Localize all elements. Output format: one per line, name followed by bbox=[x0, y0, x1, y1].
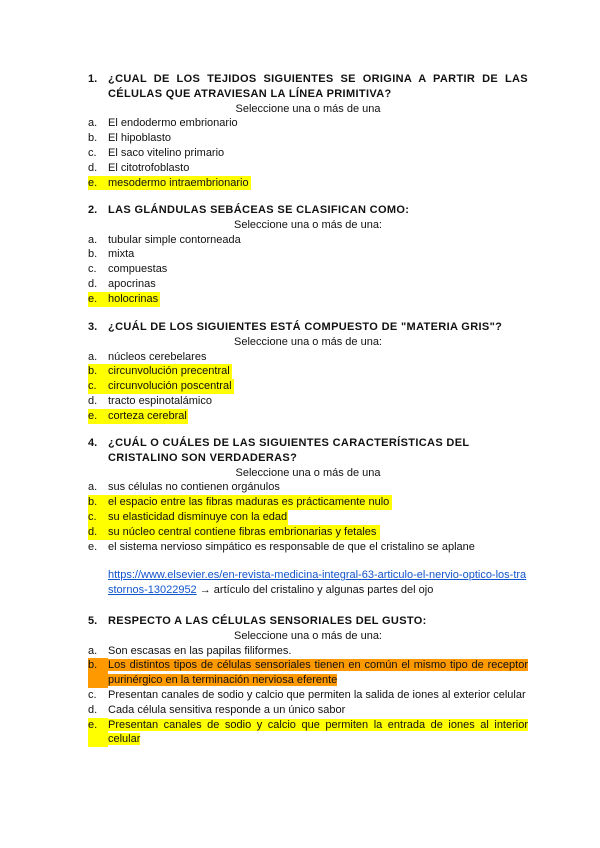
option-letter: d. bbox=[88, 277, 98, 290]
option-letter: a. bbox=[88, 644, 98, 657]
question-header bbox=[88, 614, 528, 629]
options-list bbox=[88, 350, 528, 424]
option-text-highlighted-orange bbox=[108, 658, 528, 688]
option-text: sus células no contienen orgánulos bbox=[108, 481, 280, 494]
option-letter: a. bbox=[88, 117, 98, 130]
option-text: el sistema nervioso simpático es responsable de que el cristalino se aplane bbox=[108, 540, 475, 553]
option-letter: d. bbox=[88, 161, 98, 174]
option-a bbox=[88, 116, 528, 131]
option-d bbox=[88, 525, 380, 540]
option-e bbox=[88, 718, 528, 748]
question-header bbox=[88, 436, 528, 466]
option-text: apocrinas bbox=[108, 277, 156, 290]
question-3 bbox=[88, 320, 528, 424]
orange-highlight: Los distintos tipos de células sensoriales tienen en común el mismo tipo de receptor purinérgico en la terminación nerviosa eferente bbox=[108, 659, 528, 687]
option-letter: d. bbox=[88, 525, 108, 540]
question-instruction: Seleccione una o más de una bbox=[235, 102, 381, 115]
option-letter: e. bbox=[88, 409, 108, 424]
option-letter: c. bbox=[88, 379, 108, 394]
options-list bbox=[88, 116, 528, 190]
option-d bbox=[88, 161, 528, 176]
question-header bbox=[88, 203, 528, 218]
question-number: 4. bbox=[88, 437, 98, 449]
question-5 bbox=[88, 614, 528, 747]
option-text: El citotrofoblasto bbox=[108, 161, 190, 174]
option-c bbox=[88, 510, 288, 525]
option-a bbox=[88, 233, 528, 248]
option-text-highlighted: el espacio entre las fibras maduras es prácticamente nulo bbox=[108, 495, 392, 510]
option-text-highlighted: circunvolución poscentral bbox=[108, 379, 234, 394]
question-instruction: Seleccione una o más de una: bbox=[234, 629, 382, 642]
option-letter: c. bbox=[88, 688, 97, 701]
reference-note bbox=[88, 568, 528, 598]
option-letter: a. bbox=[88, 350, 98, 363]
option-e bbox=[88, 540, 528, 555]
option-letter: b. bbox=[88, 364, 108, 379]
option-e bbox=[88, 409, 188, 424]
option-text: Presentan canales de sodio y calcio que permiten la salida de iones al exterior celular bbox=[108, 688, 526, 701]
option-c bbox=[88, 379, 234, 394]
option-text: El hipoblasto bbox=[108, 132, 171, 145]
option-text-highlighted: su núcleo central contiene fibras embrionarias y fetales bbox=[108, 525, 380, 540]
option-letter: b. bbox=[88, 132, 98, 145]
question-instruction: Seleccione una o más de una: bbox=[234, 335, 382, 348]
question-number: 5. bbox=[88, 615, 98, 627]
option-letter: c. bbox=[88, 263, 97, 276]
option-d bbox=[88, 394, 528, 409]
yellow-highlight: Presentan canales de sodio y calcio que permiten la entrada de iones al interior celular bbox=[108, 718, 528, 746]
question-4 bbox=[88, 436, 528, 598]
option-letter: b. bbox=[88, 658, 108, 688]
option-text-highlighted: su elasticidad disminuye con la edad bbox=[108, 510, 288, 523]
option-letter: d. bbox=[88, 394, 98, 407]
question-instruction: Seleccione una o más de una bbox=[235, 466, 381, 479]
question-text: ¿CUÁL DE LOS SIGUIENTES ESTÁ COMPUESTO DE "MATERIA GRIS"? bbox=[108, 321, 503, 333]
option-c bbox=[88, 262, 528, 277]
question-instruction: Seleccione una o más de una: bbox=[234, 218, 382, 231]
options-list bbox=[88, 644, 528, 748]
reference-link[interactable]: https://www.elsevier.es/en-revista-medicina-integral-63-articulo-el-nervio-optico-los-trastornos-13022952 bbox=[108, 569, 527, 597]
option-text-highlighted: circunvolución precentral bbox=[108, 364, 232, 379]
option-text: Son escasas en las papilas filiformes. bbox=[108, 644, 292, 657]
option-text: tracto espinotalámico bbox=[108, 394, 212, 407]
option-text: tubular simple contorneada bbox=[108, 233, 241, 246]
option-text: compuestas bbox=[108, 263, 168, 276]
option-e bbox=[88, 176, 251, 191]
option-text: El saco vitelino primario bbox=[108, 146, 225, 159]
option-text-highlighted bbox=[108, 718, 528, 748]
option-letter: a. bbox=[88, 481, 98, 494]
option-a bbox=[88, 350, 528, 365]
option-letter: c. bbox=[88, 146, 97, 159]
option-a bbox=[88, 644, 528, 659]
options-list bbox=[88, 480, 528, 554]
option-text-highlighted: mesodermo intraembrionario bbox=[108, 176, 251, 191]
option-text: mixta bbox=[108, 248, 135, 261]
option-b bbox=[88, 495, 392, 510]
question-number: 2. bbox=[88, 204, 98, 216]
question-2 bbox=[88, 203, 528, 307]
option-letter: e. bbox=[88, 540, 98, 553]
option-text: El endodermo embrionario bbox=[108, 117, 238, 130]
option-letter: d. bbox=[88, 703, 98, 716]
options-list bbox=[88, 233, 528, 307]
option-text-highlighted: holocrinas bbox=[108, 292, 159, 305]
question-text: ¿CUÁL O CUÁLES DE LAS SIGUIENTES CARACTERÍSTICAS DEL CRISTALINO SON VERDADERAS? bbox=[108, 437, 470, 464]
option-letter: e. bbox=[88, 292, 108, 307]
question-number: 3. bbox=[88, 321, 98, 333]
option-text-highlighted: corteza cerebral bbox=[108, 409, 187, 422]
option-text: Cada célula sensitiva responde a un único sabor bbox=[108, 703, 346, 716]
option-d bbox=[88, 277, 528, 292]
option-a bbox=[88, 480, 528, 495]
question-header bbox=[88, 72, 528, 102]
option-letter: c. bbox=[88, 510, 108, 525]
question-1 bbox=[88, 72, 528, 190]
option-c bbox=[88, 146, 528, 161]
option-b bbox=[88, 247, 528, 262]
option-b bbox=[88, 658, 528, 688]
option-text: núcleos cerebelares bbox=[108, 350, 207, 363]
option-letter: e. bbox=[88, 718, 108, 748]
question-text: LAS GLÁNDULAS SEBÁCEAS SE CLASIFICAN COMO: bbox=[108, 204, 410, 216]
option-b bbox=[88, 131, 528, 146]
question-header bbox=[88, 320, 528, 335]
option-letter: b. bbox=[88, 248, 98, 261]
option-letter: b. bbox=[88, 495, 108, 510]
question-text: RESPECTO A LAS CÉLULAS SENSORIALES DEL GUSTO: bbox=[108, 615, 427, 627]
option-letter: a. bbox=[88, 233, 98, 246]
option-e bbox=[88, 292, 160, 307]
option-letter: e. bbox=[88, 176, 108, 191]
question-text: ¿CUAL DE LOS TEJIDOS SIGUIENTES SE ORIGINA A PARTIR DE LAS CÉLULAS QUE ATRAVIESAN LA LÍNEA PRIMITIVA? bbox=[108, 73, 528, 100]
option-d bbox=[88, 703, 528, 718]
question-number: 1. bbox=[88, 73, 98, 85]
option-c bbox=[88, 688, 528, 703]
reference-description: → artículo del cristalino y algunas partes del ojo bbox=[196, 584, 434, 597]
option-b bbox=[88, 364, 232, 379]
